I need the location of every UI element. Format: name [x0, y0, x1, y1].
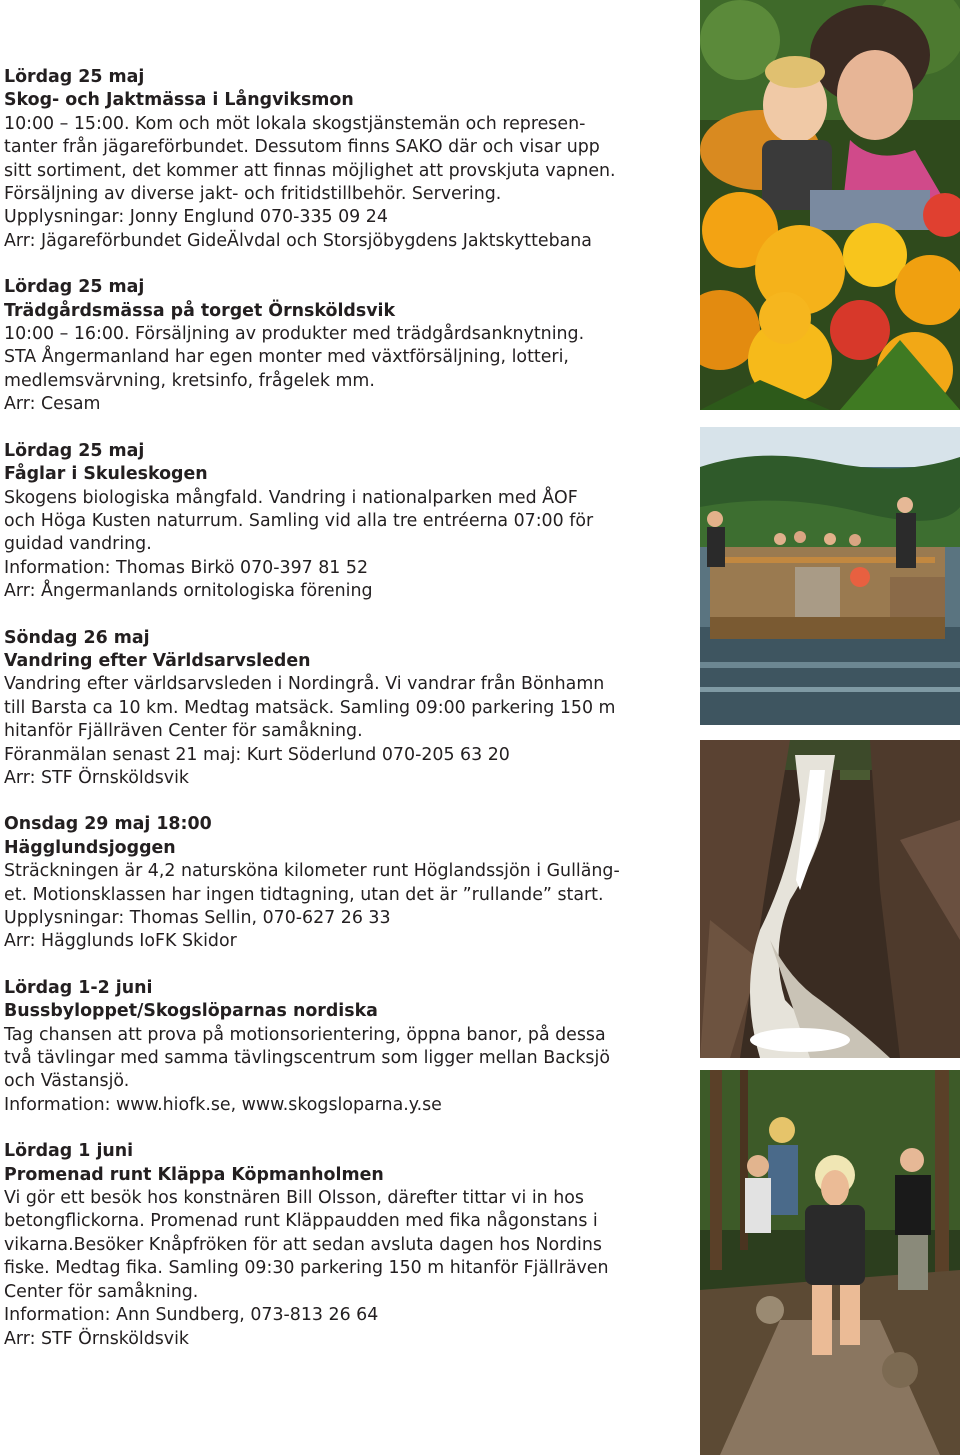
event-text-line: et. Motionsklassen har ingen tidtagning, utan det är ”rullande” start. [4, 884, 604, 905]
event-contact: Information: Thomas Birkö 070-397 81 52 [4, 557, 369, 578]
event-date: Lördag 1 juni [4, 1141, 134, 1162]
event-promenad-klappa [4, 1140, 694, 1351]
event-text-line: guidad vandring. [4, 534, 152, 555]
event-text-line: Vandring efter världsarvsleden i Nordingrå. Vi vandrar från Bönhamn [4, 674, 605, 695]
event-text-line: två tävlingar med samma tävlingscentrum som ligger mellan Backsjö [4, 1048, 610, 1069]
event-text-line: Försäljning av diverse jakt- och fritidstillbehör. Servering. [4, 184, 502, 205]
event-organizer: Arr: STF Örnsköldsvik [4, 767, 189, 788]
event-faglar-skuleskogen [4, 440, 694, 604]
event-text-line: Center för samåkning. [4, 1281, 199, 1302]
event-date: Lördag 25 maj [4, 67, 145, 87]
event-text-line: hitanför Fjällräven Center för samåkning. [4, 721, 363, 742]
event-contact: Information: Ann Sundberg, 073-813 26 64 [4, 1305, 379, 1326]
event-contact: Upplysningar: Jonny Englund 070-335 09 24 [4, 207, 388, 228]
event-text-line: 10:00 – 15:00. Kom och möt lokala skogstjänstemän och represen- [4, 113, 586, 134]
event-date: Söndag 26 maj [4, 627, 150, 648]
event-title: Hägglundsjoggen [4, 837, 176, 858]
event-text-line: tanter från jägareförbundet. Dessutom finns SAKO där och visar upp [4, 137, 600, 158]
event-title: Vandring efter Världsarvsleden [4, 650, 311, 671]
event-skog-jaktmassa [4, 66, 694, 253]
event-date: Lördag 25 maj [4, 277, 145, 298]
event-organizer: Arr: Ångermanlands ornitologiska förening [4, 581, 373, 602]
event-list [4, 66, 694, 1374]
event-text-line: 10:00 – 16:00. Försäljning av produkter med trädgårdsanknytning. [4, 324, 585, 345]
event-title: Fåglar i Skuleskogen [4, 464, 208, 485]
event-text-line: Vi gör ett besök hos konstnären Bill Olsson, därefter tittar vi in hos [4, 1188, 584, 1209]
event-contact: Information: www.hiofk.se, www.skogsloparna.y.se [4, 1094, 442, 1115]
event-text-line: och Västansjö. [4, 1071, 130, 1092]
event-bussbyloppet [4, 977, 694, 1117]
event-text-line: sitt sortiment, det kommer att finnas möjlighet att provskjuta vapnen. [4, 160, 616, 181]
event-text-line: Sträckningen är 4,2 natursköna kilometer runt Höglandssjön i Gulläng- [4, 861, 620, 882]
event-text-line: medlemsvärvning, kretsinfo, frågelek mm. [4, 370, 375, 391]
event-hagglundsjoggen [4, 813, 694, 953]
event-vandring-varldsarvsleden [4, 627, 694, 791]
event-organizer: Arr: Cesam [4, 394, 101, 415]
forest-hikers-photo [700, 1070, 960, 1455]
event-text-line: STA Ångermanland har egen monter med växtförsäljning, lotteri, [4, 347, 569, 368]
event-title: Promenad runt Kläppa Köpmanholmen [4, 1164, 384, 1185]
river-ferry-photo [700, 427, 960, 725]
event-title: Bussbyloppet/Skogslöparnas nordiska [4, 1001, 378, 1022]
event-organizer: Arr: Jägareförbundet GideÄlvdal och Storsjöbygdens Jaktskyttebana [4, 230, 592, 251]
mother-child-flowers-photo [700, 0, 960, 410]
event-text-line: till Barsta ca 10 km. Medtag matsäck. Samling 09:00 parkering 150 m [4, 697, 616, 718]
event-organizer: Arr: STF Örnsköldsvik [4, 1328, 189, 1349]
event-contact: Upplysningar: Thomas Sellin, 070-627 26 33 [4, 908, 391, 928]
event-title: Skog- och Jaktmässa i Långviksmon [4, 90, 354, 111]
waterfall-gorge-photo [700, 740, 960, 1058]
event-date: Lördag 1-2 juni [4, 977, 153, 998]
event-text-line: fiske. Medtag fika. Samling 09:30 parkering 150 m hitanför Fjällräven [4, 1258, 609, 1279]
event-text-line: Tag chansen att prova på motionsorientering, öppna banor, på dessa [4, 1024, 606, 1045]
event-text-line: och Höga Kusten naturrum. Samling vid alla tre entréerna 07:00 för [4, 510, 594, 531]
event-title: Trädgårdsmässa på torget Örnsköldsvik [4, 300, 396, 321]
event-text-line: Skogens biologiska mångfald. Vandring i nationalparken med ÅOF [4, 487, 578, 508]
event-date: Lördag 25 maj [4, 440, 145, 461]
event-text-line: betongflickorna. Promenad runt Kläppaudden med fika någonstans i [4, 1211, 598, 1232]
event-organizer: Arr: Hägglunds IoFK Skidor [4, 931, 237, 952]
event-date: Onsdag 29 maj 18:00 [4, 814, 212, 835]
event-text-line: vikarna.Besöker Knåpfröken för att sedan avsluta dagen hos Nordins [4, 1234, 602, 1255]
event-contact: Föranmälan senast 21 maj: Kurt Söderlund 070-205 63 20 [4, 744, 510, 765]
event-tradgardsmassa [4, 276, 694, 416]
